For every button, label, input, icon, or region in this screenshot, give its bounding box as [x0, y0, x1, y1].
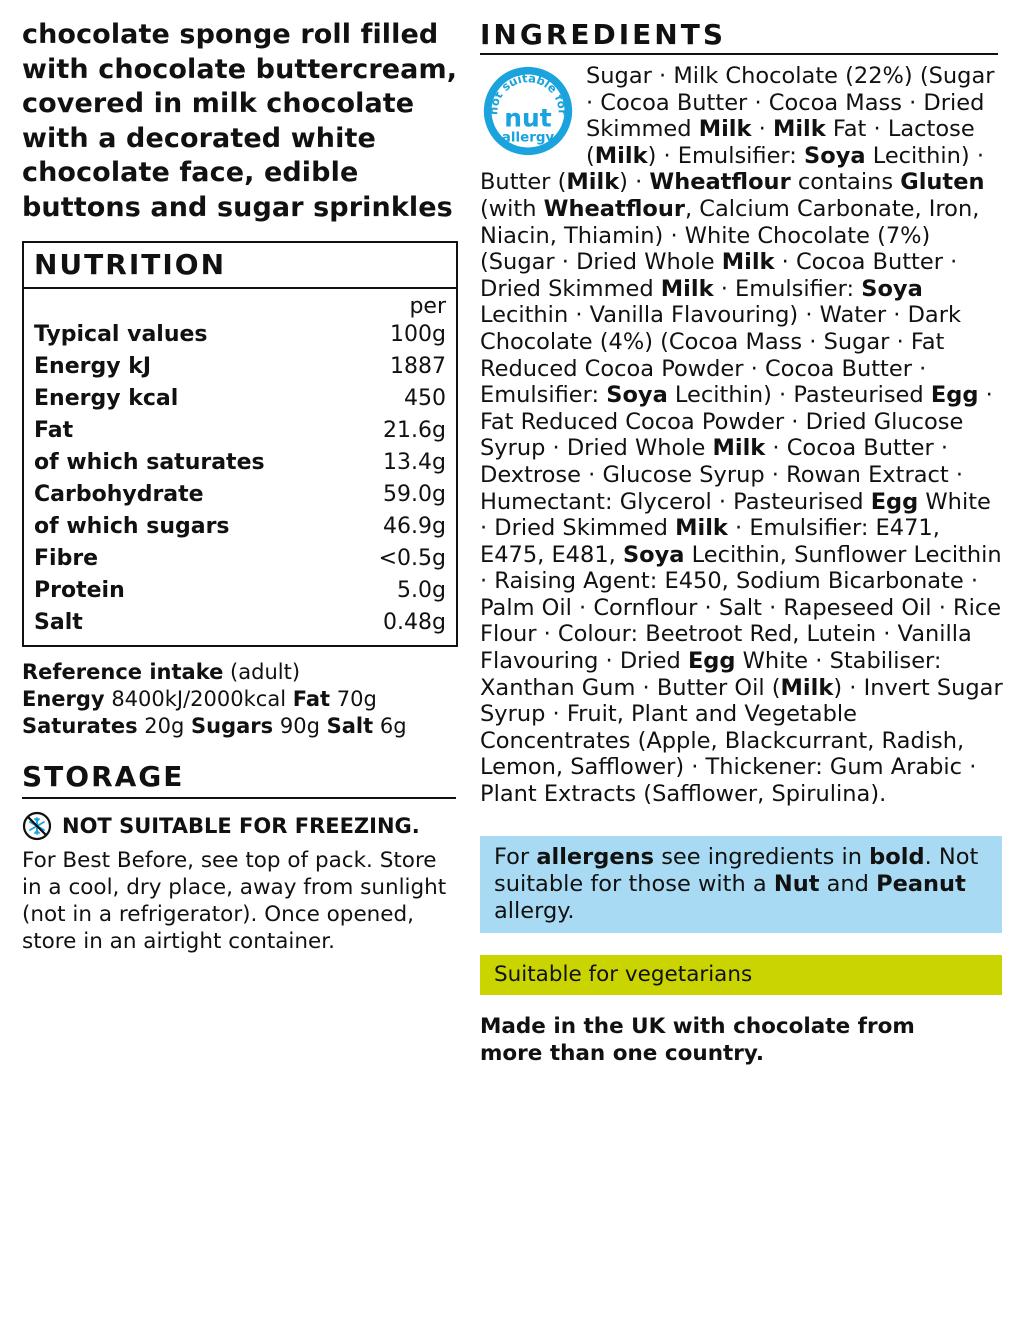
- allergen-ingredient: Milk: [721, 249, 775, 276]
- ingredient-text: Lecithin) · Pasteurised: [667, 382, 931, 409]
- storage-instructions: For Best Before, see top of pack. Store in a cool, dry place, away from sunlight (not in a refrigerator). Once opened, store in an airtight container.: [22, 848, 447, 954]
- ingredient-text: ) ·: [619, 169, 650, 196]
- per-label-row: [34, 295, 446, 319]
- nutrition-row-value: 0.48g: [383, 610, 446, 635]
- nutrition-rows: [34, 319, 446, 639]
- ingredient-text: contains: [790, 169, 901, 196]
- nutrition-row-label: Protein: [34, 578, 125, 603]
- ingredient-text: ) · Invert Sugar Syrup · Fruit, Plant and Vegetable Concentrates (Apple, Blackcurrant, Radish, Lemon, Safflower) · Thickener: Gum Arabic · Plant Extracts (Safflower, Spirulina).: [480, 674, 1003, 808]
- left-column: [22, 18, 462, 955]
- ri-salt-value: 6g: [379, 714, 407, 738]
- allergen-ingredient: Wheatflour: [543, 195, 685, 222]
- nutrition-table: [22, 241, 458, 647]
- ri-fat-value: 70g: [336, 687, 377, 711]
- ingredient-text: , Calcium Carbonate, Iron, Niacin, Thiamin) · White Chocolate (7%) (Sugar · Dried Whole: [480, 195, 980, 276]
- reference-intake-energy-fat: [22, 686, 462, 713]
- nutrition-row: [34, 575, 446, 607]
- ingredient-text: Lecithin, Sunflower Lecithin · Raising Agent: E450, Sodium Bicarbonate · Palm Oil · Cornflour · Salt · Rapeseed Oil · Rice Flour · Colour: Beetroot Red, Lutein · Vanilla Flavouring · Dried: [480, 541, 1002, 675]
- nutrition-row-label: Fat: [34, 418, 74, 443]
- nutrition-row-label: Carbohydrate: [34, 482, 204, 507]
- nutrition-row-value: 100g: [390, 322, 446, 347]
- nutrition-body: [24, 289, 456, 645]
- ingredient-text: Sugar · Milk Chocolate (22%) (Sugar · Cocoa Butter · Cocoa Mass · Dried Skimmed: [586, 63, 995, 143]
- ri-sugars-label: Sugars: [191, 714, 274, 738]
- nutrition-row: [34, 415, 446, 447]
- nutrition-row: [34, 607, 446, 639]
- nutrition-row-label: Salt: [34, 610, 83, 635]
- allergen-advice: [480, 836, 1002, 933]
- vegetarian-banner: Suitable for vegetarians: [480, 955, 1002, 995]
- ri-salt-label: Salt: [326, 714, 374, 738]
- allergen-ingredient: Milk: [712, 435, 766, 462]
- ri-energy-label: Energy: [22, 687, 105, 711]
- storage-title: STORAGE: [22, 760, 456, 799]
- allergen-ingredient: Milk: [675, 515, 728, 542]
- allergen-ingredient: Egg: [870, 488, 919, 515]
- nutrition-row-value: 5.0g: [397, 578, 446, 603]
- nutrition-row: [34, 351, 446, 383]
- nutrition-row: [34, 511, 446, 543]
- reference-intake-sat-sugar-salt: [22, 713, 462, 740]
- allergen-ingredient: Milk: [780, 674, 834, 701]
- nutrition-row: [34, 319, 446, 351]
- product-description: chocolate sponge roll filled with chocolate buttercream, covered in milk chocolate with a decorated white chocolate face, edible buttons and sugar sprinkles: [22, 19, 458, 223]
- nutrition-row: [34, 479, 446, 511]
- freezing-text: NOT SUITABLE FOR FREEZING.: [62, 814, 420, 838]
- allergen-ingredient: Soya: [861, 275, 923, 302]
- nutrition-row: [34, 447, 446, 479]
- nutrition-row-label: of which sugars: [34, 514, 230, 539]
- nutrition-row-value: 59.0g: [383, 482, 446, 507]
- ingredient-text: White · Stabiliser: Xanthan Gum · Butter Oil (: [480, 648, 942, 701]
- ingredient-text: White · Dried Skimmed: [480, 488, 991, 542]
- allergen-p5: allergy.: [494, 897, 575, 924]
- nutrition-row: [34, 383, 446, 415]
- nutrition-row-value: 1887: [390, 354, 446, 379]
- nutrition-row-value: <0.5g: [378, 546, 446, 571]
- ri-saturates-label: Saturates: [22, 714, 138, 738]
- ingredient-text: · Emulsifier: E471, E475, E481,: [480, 515, 940, 568]
- allergen-p3: . Not suitable for those with a: [494, 843, 979, 897]
- reference-intake: [22, 659, 462, 740]
- allergen-ingredient: Milk: [594, 142, 648, 169]
- allergen-b1: allergens: [536, 843, 655, 870]
- allergen-b4: Peanut: [876, 870, 966, 897]
- allergen-ingredient: Egg: [687, 648, 736, 675]
- badge-line3: allergy: [501, 130, 555, 146]
- ingredients-text: [480, 63, 1003, 807]
- ingredient-text: ·: [751, 116, 773, 143]
- ingredient-text: · Fat Reduced Cocoa Powder · Dried Glucose Syrup · Dried Whole: [480, 382, 993, 462]
- allergen-ingredient: Milk: [660, 275, 714, 302]
- reference-intake-heading: [22, 659, 462, 686]
- nutrition-row-label: Typical values: [34, 322, 208, 347]
- ingredient-text: ) · Emulsifier:: [647, 142, 805, 169]
- reference-intake-label: Reference intake: [22, 660, 224, 684]
- allergen-b3: Nut: [773, 870, 820, 897]
- origin-statement: Made in the UK with chocolate from more than one country.: [480, 1013, 915, 1066]
- nutrition-row-value: 450: [404, 386, 446, 411]
- right-column: [480, 18, 1004, 1067]
- allergen-ingredient: Milk: [566, 169, 620, 196]
- badge-line2: nut: [504, 103, 552, 133]
- allergen-p2: see ingredients in: [654, 843, 870, 870]
- reference-intake-qualifier: (adult): [230, 660, 301, 684]
- ingredient-text: · Cocoa Butter · Dried Skimmed: [480, 249, 958, 302]
- nutrition-row-value: 13.4g: [383, 450, 446, 475]
- nutrition-row-value: 46.9g: [383, 514, 446, 539]
- no-freeze-icon: [22, 811, 52, 841]
- nutrition-row: [34, 543, 446, 575]
- per-label: per: [409, 294, 446, 319]
- allergen-ingredient: Milk: [772, 116, 826, 143]
- allergen-p1: For: [494, 843, 537, 870]
- nutrition-title: NUTRITION: [24, 243, 456, 289]
- ingredients-title: INGREDIENTS: [480, 18, 998, 55]
- ingredient-text: Fat · Lactose (: [586, 116, 975, 169]
- ri-energy-value: 8400kJ/2000kcal: [111, 687, 287, 711]
- freezing-warning: [22, 811, 462, 841]
- ingredient-text: (with: [480, 195, 544, 222]
- nutrition-row-value: 21.6g: [383, 418, 446, 443]
- badge-line1: not suitable for: [486, 71, 570, 116]
- allergen-p4: and: [819, 870, 877, 897]
- nutrition-row-label: Fibre: [34, 546, 99, 571]
- allergen-ingredient: Egg: [930, 382, 979, 409]
- allergen-ingredient: Wheatflour: [649, 169, 791, 196]
- allergen-ingredient: Soya: [622, 541, 685, 568]
- ingredient-text: · Emulsifier:: [713, 275, 862, 302]
- ingredient-text: · Cocoa Butter · Dextrose · Glucose Syrup · Rowan Extract · Humectant: Glycerol · Pasteurised: [480, 435, 963, 515]
- allergen-ingredient: Gluten: [900, 169, 985, 196]
- nutrition-row-label: of which saturates: [34, 450, 265, 475]
- ri-saturates-value: 20g: [144, 714, 185, 738]
- allergen-ingredient: Soya: [606, 382, 668, 409]
- ingredient-text: Lecithin) · Butter (: [480, 142, 984, 196]
- ri-fat-label: Fat: [292, 687, 331, 711]
- allergen-b2: bold: [869, 843, 925, 870]
- nutrition-row-label: Energy kJ: [34, 354, 152, 379]
- ingredients-list: [480, 63, 1004, 808]
- nutrition-row-label: Energy kcal: [34, 386, 179, 411]
- allergen-ingredient: Milk: [698, 116, 752, 143]
- ri-sugars-value: 90g: [279, 714, 320, 738]
- allergen-ingredient: Soya: [804, 142, 866, 169]
- ingredient-text: Lecithin · Vanilla Flavouring) · Water · Dark Chocolate (4%) (Cocoa Mass · Sugar · Fat Reduced Cocoa Powder · Cocoa Butter · Emulsifier:: [480, 302, 962, 409]
- nut-allergy-badge-icon: [480, 63, 576, 159]
